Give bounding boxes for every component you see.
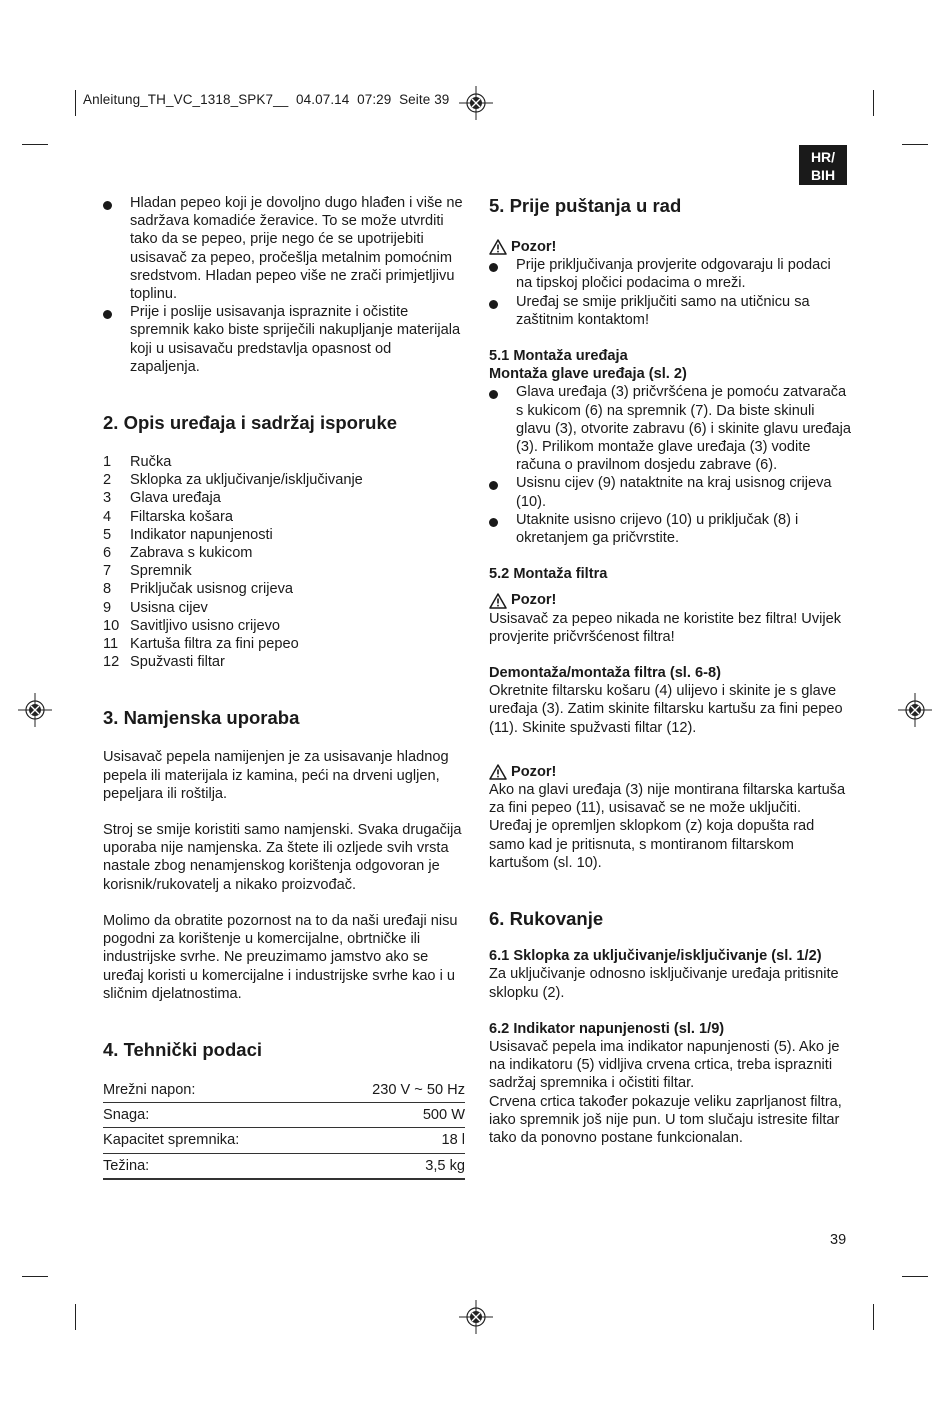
crop-mark: [22, 1276, 48, 1277]
table-row: Snaga: 500 W: [103, 1103, 465, 1128]
registration-mark-icon: [18, 693, 52, 727]
spec-table: [103, 1078, 465, 1180]
demontage-text: Okretnite filtarsku košaru (4) ulijevo i skinite je s glave uređaja (3). Zatim skinite filtarsku kartušu za fini pepeo (11). Skinite spužvasti filtar (12).: [489, 683, 843, 736]
list-item: Utaknite usisno crijevo (10) u priključak (8) i okretanjem ga pričvrstite.: [489, 511, 851, 547]
list-item: 10 Savitljivo usisno crijevo: [103, 617, 281, 634]
list-item: 9 Usisna cijev: [103, 599, 208, 616]
page-number: 39: [830, 1232, 847, 1248]
parts-list: [103, 453, 465, 671]
section-3-paragraph: Usisavač pepela namijenjen je za usisavanje hladnog pepela ili materijala iz kamina, peći na drveni ugljen, pepeljara ili roštilja.: [103, 749, 449, 802]
crop-mark: [22, 144, 48, 145]
section-3-paragraph: Molimo da obratite pozornost na to da naši uređaji nisu pogodni za korištenje u komercijalne, obrtničke ili industrijske svrhe. Ne preuzimamo jamstvo ako se uređaj koristi u komercijalne i industrijske svrhe kao i u sličnim djelatnostima.: [103, 912, 458, 1002]
list-item: 8 Priključak usisnog crijeva: [103, 581, 294, 598]
intro-bullet: Prije i poslije usisavanja ispraznite i očistite spremnik kako biste spriječili nakupljanje materijala koji u usisavaču predstavlja opasnost od zapaljenja.: [103, 303, 465, 376]
list-item: 1 Ručka: [103, 454, 172, 471]
section-2-title: 2. Opis uređaja i sadržaj isporuke: [103, 412, 398, 434]
list-item: 6 Zabrava s kukicom: [103, 545, 253, 562]
warning-triangle-icon: [489, 593, 507, 609]
warning-heading: Pozor!: [489, 238, 851, 256]
language-badge-line1: HR/: [810, 149, 836, 165]
section-5-1-title: 5.1 Montaža uređaja: [489, 348, 628, 365]
warning-text: Usisavač za pepeo nikada ne koristite bez filtra! Uvijek provjerite pričvršćenost filtra!: [489, 610, 842, 645]
section-5-2-title: 5.2 Montaža filtra: [489, 566, 608, 583]
list-item: 2 Sklopka za uključivanje/isključivanje: [103, 472, 363, 489]
warning-heading: Pozor!: [489, 591, 851, 609]
right-column: [489, 194, 851, 1147]
warning-triangle-icon: [489, 239, 507, 255]
list-item: Uređaj se smije priključiti samo na utičnicu sa zaštitnim kontaktom!: [489, 293, 851, 329]
language-badge: [799, 145, 847, 185]
demontage-title: Demontaža/montaža filtra (sl. 6-8): [489, 665, 721, 682]
section-3-title: 3. Namjenska uporaba: [103, 707, 300, 729]
list-item: 4 Filtarska košara: [103, 508, 233, 525]
table-row: Mrežni napon: 230 V ~ 50 Hz: [103, 1078, 465, 1103]
crop-mark: [902, 1276, 928, 1277]
section-6-1-text: Za uključivanje odnosno isključivanje uređaja pritisnite sklopku (2).: [489, 966, 839, 1001]
warning-text: Uređaj je opremljen sklopkom (z) koja dopušta rad samo kad je pritisnuta, s montiranom filtarskom kartušom (sl. 10).: [489, 818, 815, 871]
section-3-paragraph: Stroj se smije koristiti samo namjenski. Svaka drugačija uporaba nije namjenska. Za štete ili ozljede svih vrsta nastale zbog nenamjenskog korištenja odgovoran je korisnik/rukovatelj a nikako proizvođač.: [103, 822, 462, 893]
left-column: [103, 194, 465, 1180]
warning-triangle-icon: [489, 764, 507, 780]
warning-text: Ako na glavi uređaja (3) nije montirana filtarska kartuša za fini pepeo (11), usisavač se ne može uključiti.: [489, 782, 846, 817]
section-6-2-text: Usisavač pepela ima indikator napunjenosti (5). Ako je na indikatoru (5) vidljiva crvena crtica, treba isprazniti sadržaj spremnika i očistiti filtar.: [489, 1038, 840, 1092]
list-item: Prije priključivanja provjerite odgovaraju li podaci na tipskoj pločici podacima o mreži.: [489, 256, 851, 292]
list-item: 3 Glava uređaja: [103, 490, 221, 507]
table-row: Težina: 3,5 kg: [103, 1153, 465, 1179]
section-5-title: 5. Prije puštanja u rad: [489, 195, 682, 216]
list-item: 5 Indikator napunjenosti: [103, 526, 273, 543]
list-item: 12 Spužvasti filtar: [103, 654, 225, 671]
list-item: 11 Kartuša filtra za fini pepeo: [103, 636, 299, 653]
crop-mark: [75, 1304, 76, 1330]
language-badge-line2: BIH: [810, 167, 836, 183]
crop-mark: [873, 1304, 874, 1330]
list-item: Usisnu cijev (9) nataktnite na kraj usisnog crijeva (10).: [489, 474, 851, 510]
section-6-2-text: Crvena crtica također pokazuje veliku zaprljanost filtra, iako spremnik još nije pun. U tom slučaju istresite filtar tako da ponovno postane funkcionalan.: [489, 1093, 842, 1146]
print-file-header: Anleitung_TH_VC_1318_SPK7__ 04.07.14 07:29 Seite 39: [83, 92, 450, 107]
crop-mark: [873, 90, 874, 116]
section-4-title: 4. Tehnički podaci: [103, 1038, 263, 1060]
table-row: Kapacitet spremnika: 18 l: [103, 1128, 465, 1153]
list-item: Glava uređaja (3) pričvršćena je pomoću zatvarača s kukicom (6) na spremnik (7). Da biste skinuli glavu (3), otvorite zabravu (6) i skinite glavu uređaja (3). Prilikom montaže glave uređaja (3) vodite računa o pravilnom dosjedu zabrave (6).: [489, 383, 851, 474]
registration-mark-icon: [459, 1300, 493, 1334]
crop-mark: [902, 144, 928, 145]
section-5-1-subtitle: Montaža glave uređaja (sl. 2): [489, 366, 687, 383]
warning-heading: Pozor!: [489, 763, 851, 781]
intro-bullet: Hladan pepeo koji je dovoljno dugo hlađen i više ne sadržava komadiće žeravice. To se može utvrditi tako da se pepeo, prije nego će se upotrijebiti usisavač za pepeo, pročešlja metalnim pomoćnim sredstvom. Hladan pepeo više ne zrači primjetljivu toplinu.: [103, 194, 465, 303]
section-6-1-title: 6.1 Sklopka za uključivanje/isključivanje (sl. 1/2): [489, 948, 822, 965]
registration-mark-icon: [898, 693, 932, 727]
registration-mark-icon: [459, 86, 493, 120]
section-6-title: 6. Rukovanje: [489, 908, 604, 930]
section-6-2-title: 6.2 Indikator napunjenosti (sl. 1/9): [489, 1020, 725, 1037]
crop-mark: [75, 90, 76, 116]
list-item: 7 Spremnik: [103, 563, 192, 580]
